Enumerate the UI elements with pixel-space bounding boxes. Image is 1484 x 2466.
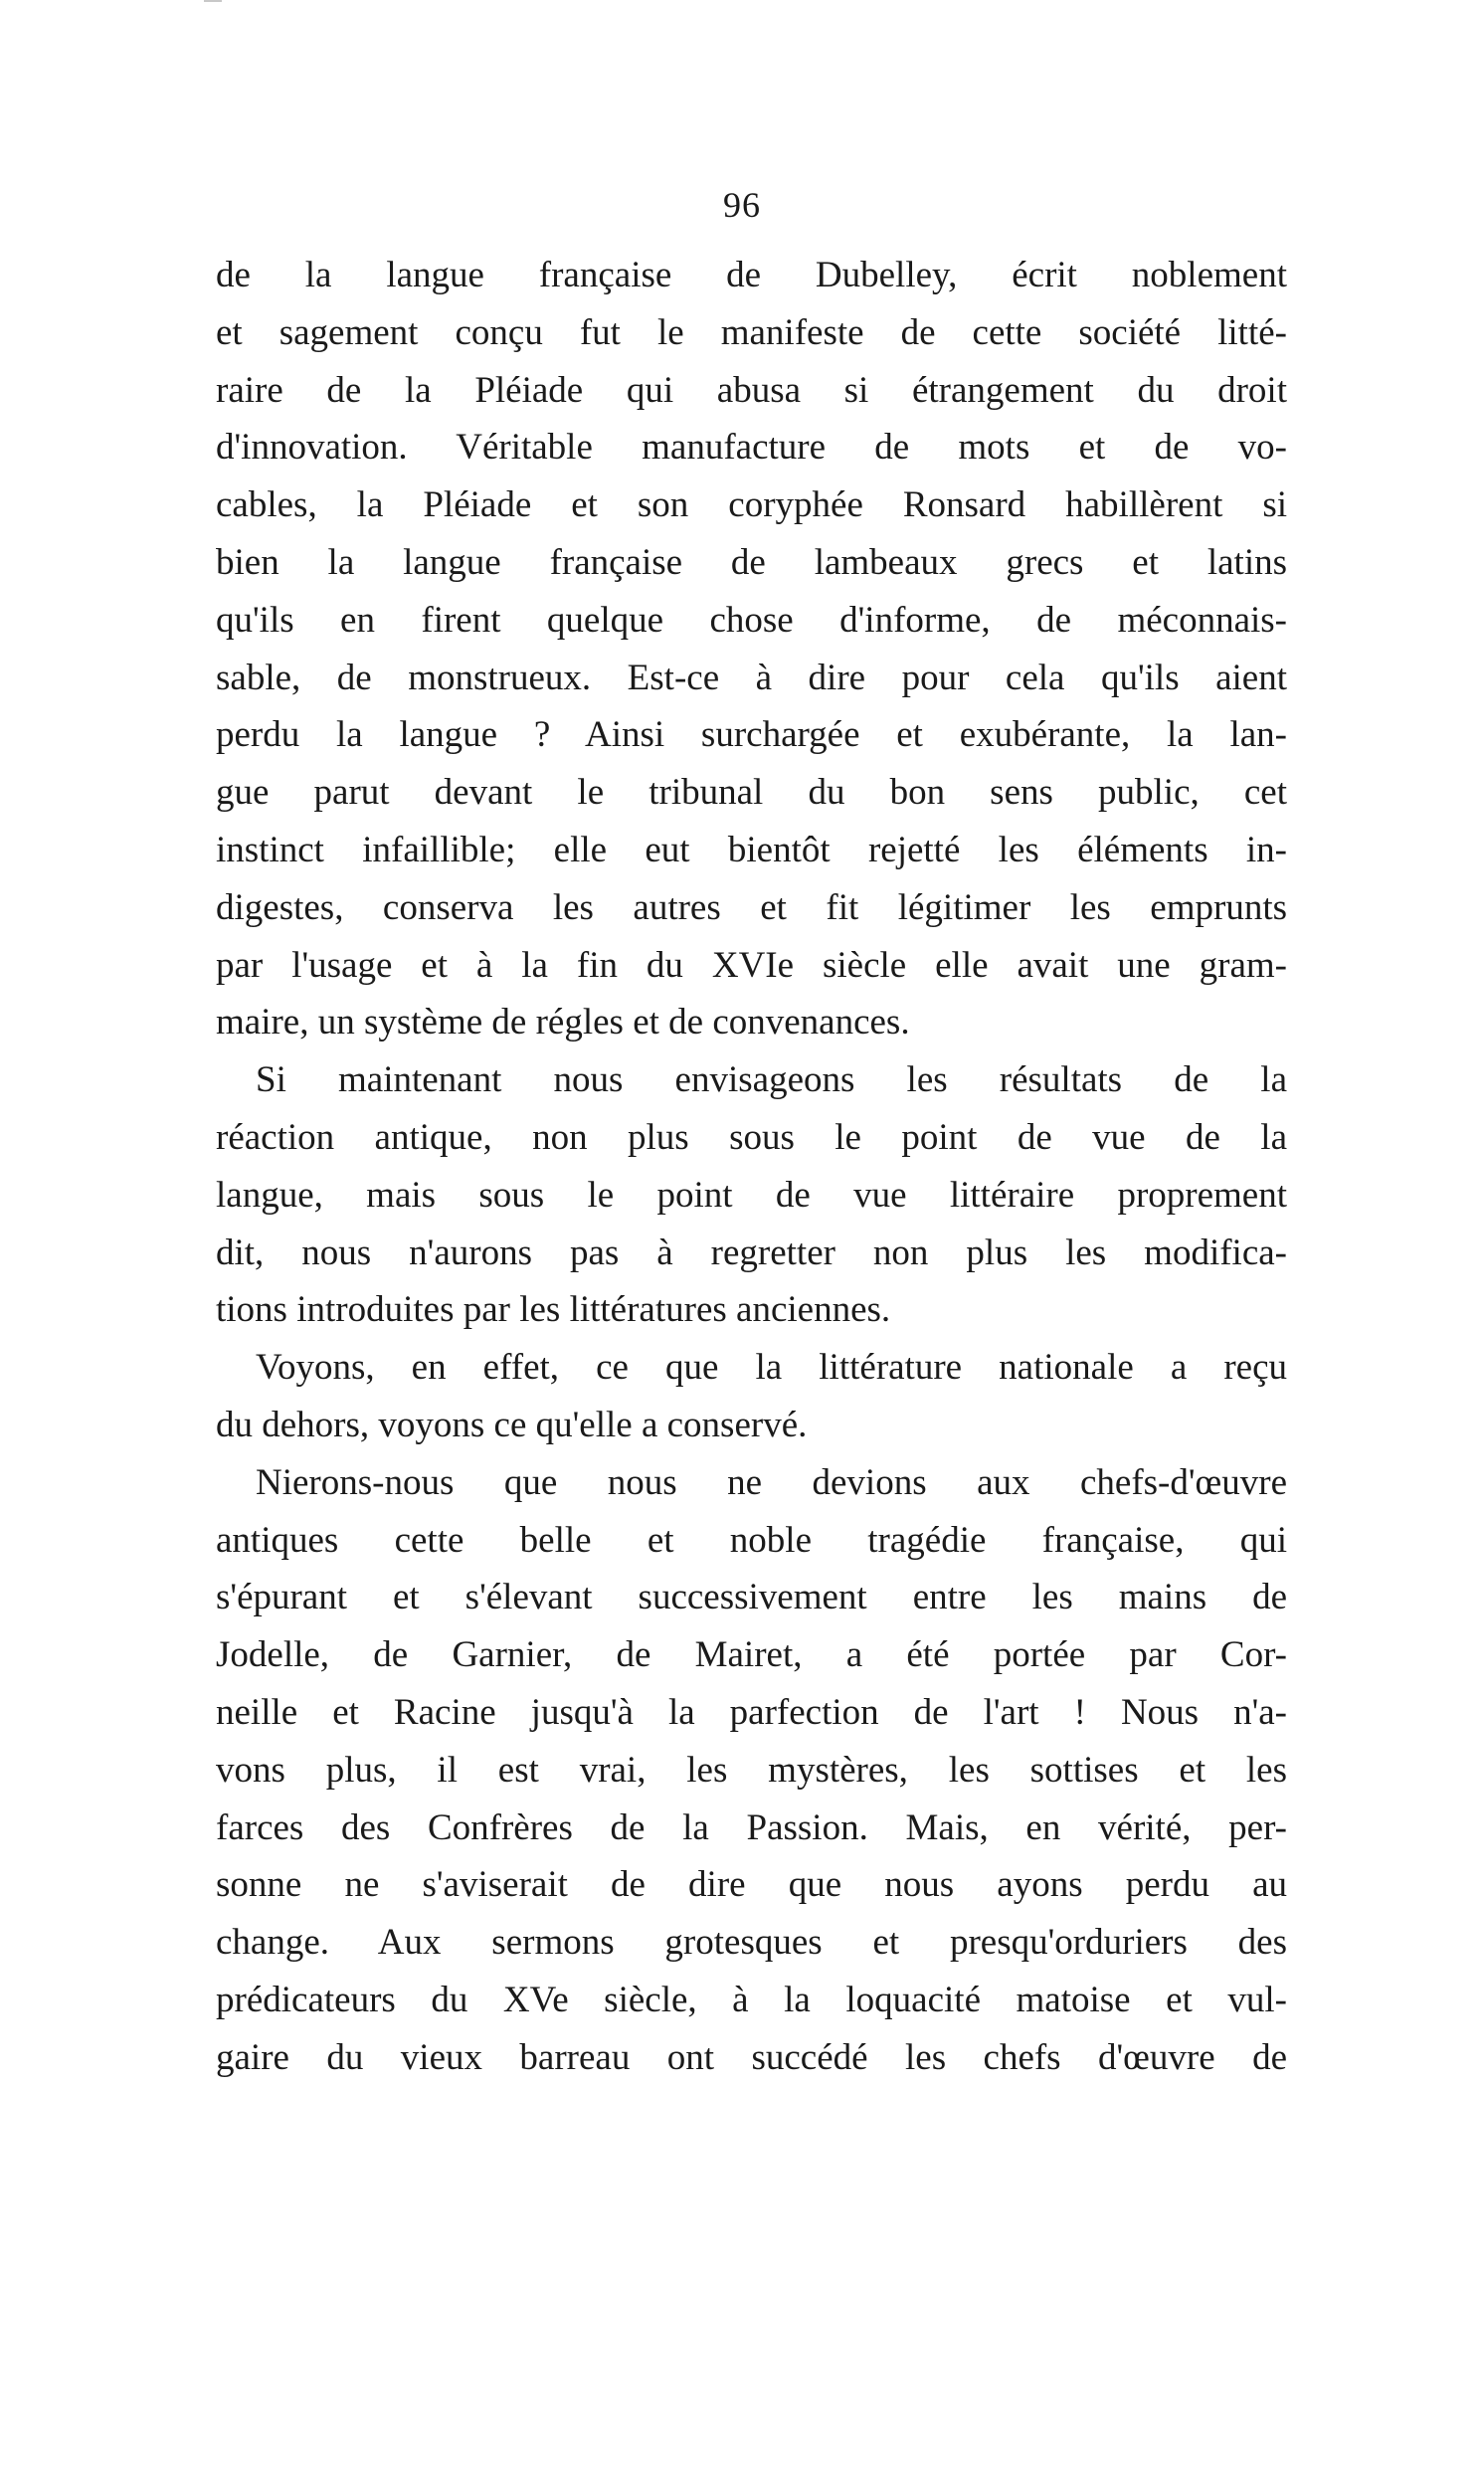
text-line: d'innovation. Véritable manufacture de mots et de vo- (216, 427, 1287, 469)
text-line: langue, mais sous le point de vue littéraire proprement (216, 1174, 1287, 1216)
text-line: Voyons, en effet, ce que la littérature nationale a reçu (256, 1347, 1287, 1389)
text-line: dit, nous n'aurons pas à regretter non plus les modifica- (216, 1232, 1287, 1273)
page-edge-mark (204, 0, 222, 2)
text-line: instinct infaillible; elle eut bientôt rejetté les éléments in- (216, 829, 1287, 870)
text-line: raire de la Pléiade qui abusa si étrangement du droit (216, 369, 1287, 411)
text-line: et sagement conçu fut le manifeste de cette société litté- (216, 311, 1287, 353)
text-line: sonne ne s'aviserait de dire que nous ayons perdu au (216, 1864, 1287, 1906)
text-line: digestes, conserva les autres et fit légitimer les emprunts (216, 886, 1287, 928)
text-line: change. Aux sermons grotesques et presqu'orduriers des (216, 1922, 1287, 1964)
text-line: perdu la langue ? Ainsi surchargée et exubérante, la lan- (216, 714, 1287, 756)
text-line: cables, la Pléiade et son coryphée Ronsard habillèrent si (216, 484, 1287, 526)
text-line: gaire du vieux barreau ont succédé les chefs d'œuvre de (216, 2036, 1287, 2078)
text-line: vons plus, il est vrai, les mystères, les sottises et les (216, 1749, 1287, 1791)
text-line: maire, un système de régles et de convenances. (216, 1002, 910, 1043)
text-line: neille et Racine jusqu'à la parfection de l'art ! Nous n'a- (216, 1691, 1287, 1733)
text-line: du dehors, voyons ce qu'elle a conservé. (216, 1404, 808, 1445)
text-line: s'épurant et s'élevant successivement entre les mains de (216, 1577, 1287, 1618)
text-line: Si maintenant nous envisageons les résultats de la (256, 1059, 1287, 1101)
page-number: 96 (723, 185, 761, 225)
text-line: antiques cette belle et noble tragédie française, qui (216, 1519, 1287, 1561)
text-line: par l'usage et à la fin du XVIe siècle elle avait une gram- (216, 944, 1287, 986)
text-line: gue parut devant le tribunal du bon sens public, cet (216, 772, 1287, 814)
text-line: de la langue française de Dubelley, écrit noblement (216, 255, 1287, 295)
text-line: tions introduites par les littératures anciennes. (216, 1289, 891, 1331)
text-line: Jodelle, de Garnier, de Mairet, a été portée par Cor- (216, 1634, 1287, 1676)
text-line: Nierons-nous que nous ne devions aux chefs-d'œuvre (256, 1461, 1287, 1503)
body-text (216, 247, 1287, 2087)
text-line: prédicateurs du XVe siècle, à la loquacité matoise et vul- (216, 1979, 1287, 2020)
text-line: farces des Confrères de la Passion. Mais, en vérité, per- (216, 1806, 1287, 1848)
text-line: bien la langue française de lambeaux grecs et latins (216, 541, 1287, 583)
text-line: réaction antique, non plus sous le point de vue de la (216, 1116, 1287, 1158)
text-line: qu'ils en firent quelque chose d'informe, de méconnais- (216, 599, 1287, 641)
text-line: sable, de monstrueux. Est-ce à dire pour cela qu'ils aient (216, 657, 1287, 698)
